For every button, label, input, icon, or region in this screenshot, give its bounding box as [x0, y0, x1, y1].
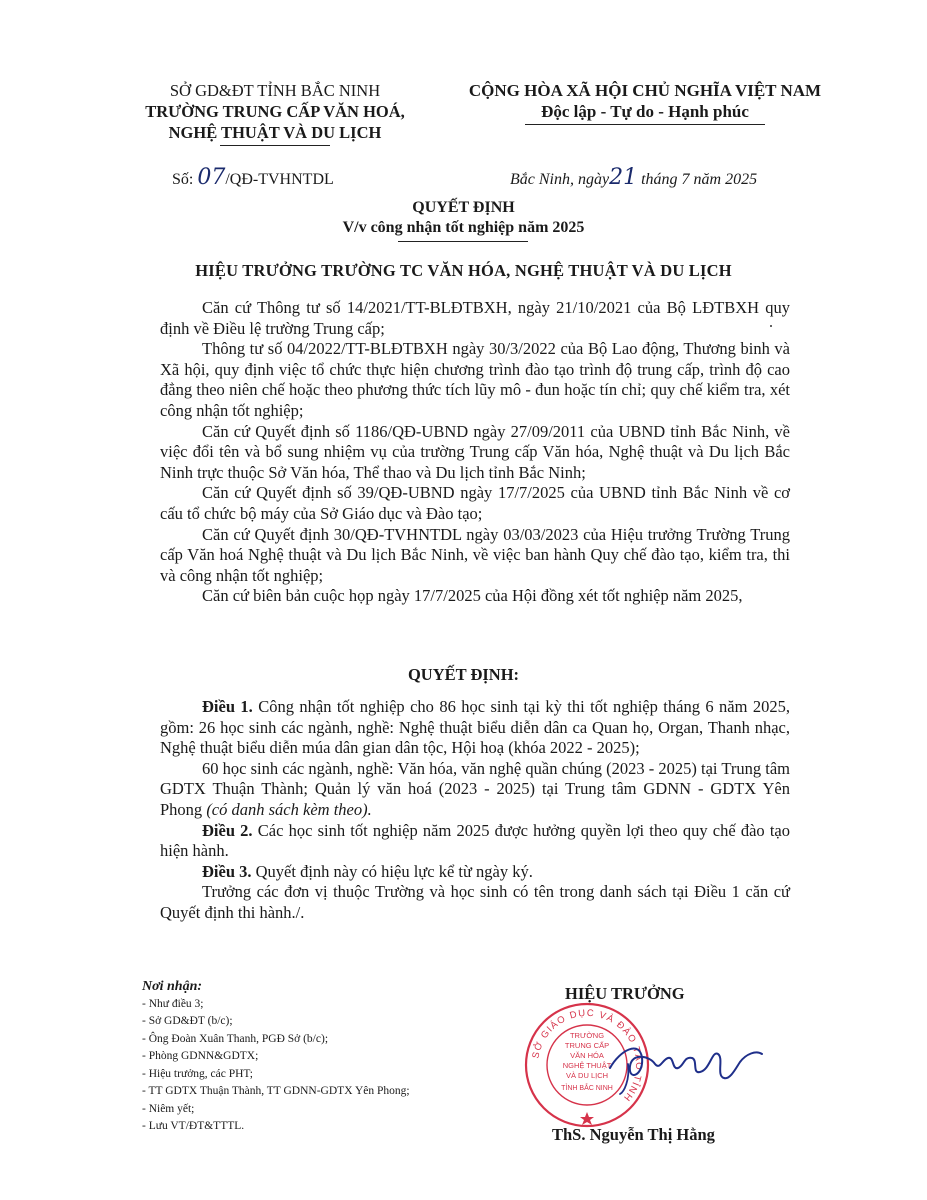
subtitle-underline: [398, 241, 528, 242]
scan-speck: [770, 325, 772, 327]
department-name: SỞ GD&ĐT TỈNH BẮC NINH: [169, 81, 381, 100]
date-prefix: Bắc Ninh, ngày: [510, 171, 610, 188]
recipient-item: - Ông Đoàn Xuân Thanh, PGĐ Sở (b/c);: [142, 1032, 329, 1045]
articles: [160, 697, 790, 924]
article-3: [160, 862, 790, 883]
legal-basis-item: Căn cứ Thông tư số 14/2021/TT-BLĐTBXH, ngày 21/10/2021 của Bộ LĐTBXH quy định về Điều lệ trường Trung cấp;: [160, 298, 790, 338]
national-title: CỘNG HÒA XÃ HỘI CHỦ NGHĨA VIỆT NAM: [468, 81, 822, 100]
signature-stroke: [610, 1049, 762, 1079]
signer-name: ThS. Nguyễn Thị Hằng: [552, 1125, 715, 1144]
legal-basis-item: Căn cứ biên bản cuộc họp ngày 17/7/2025 của Hội đồng xét tốt nghiệp năm 2025,: [202, 586, 743, 606]
article-3-text: Quyết định này có hiệu lực kể từ ngày ký.: [251, 861, 533, 881]
legal-basis-item: Căn cứ Quyết định 30/QĐ-TVHNTDL ngày 03/03/2023 của Hiệu trưởng Trường Trung cấp Văn hoá Nghệ thuật và Du lịch Bắc Ninh, về việc ban hành Quy chế đào tạo, kiểm tra, thi và công nhận tốt nghiệp;: [160, 524, 790, 585]
recipient-item: - Sở GD&ĐT (b/c);: [142, 1015, 233, 1027]
closing-paragraph: Trưởng các đơn vị thuộc Trường và học sinh có tên trong danh sách tại Điều 1 căn cứ Quyết định thi hành./.: [160, 882, 790, 922]
school-name-line2: NGHỆ THUẬT VÀ DU LỊCH: [168, 123, 382, 142]
national-motto: Độc lập - Tự do - Hạnh phúc: [541, 102, 749, 121]
stamp-ring-text: SỞ GIÁO DỤC VÀ ĐÀO TẠO TỈNH: [530, 1007, 645, 1104]
article-2: [160, 821, 790, 862]
recipients-block: [142, 978, 502, 1136]
decision-heading: QUYẾT ĐỊNH:: [407, 665, 520, 684]
national-motto-block: [445, 80, 845, 125]
school-name-line1: TRƯỜNG TRUNG CẤP VĂN HOÁ,: [145, 102, 405, 121]
recipient-item: - Phòng GDNN&GDTX;: [142, 1050, 259, 1062]
stamp-line-6: TỈNH BẮC NINH: [561, 1085, 613, 1092]
article-1-part-2: [160, 759, 790, 821]
stamp-line-2: TRUNG CẤP: [564, 1041, 610, 1050]
article-1-part-2-text: 60 học sinh các ngành, nghề: Văn hóa, văn nghệ quần chúng (2023 - 2025) tại Trung tâm GDTX Thuận Thành; Quản lý văn hoá (2023 - 2025) tại Trung tâm GDNN - GDTX Yên Phong: [160, 758, 790, 819]
article-1: [160, 697, 790, 759]
document-number: [172, 165, 334, 190]
handwritten-number: 07: [197, 165, 226, 190]
article-1-label: Điều 1.: [202, 697, 253, 716]
issuer-underline: [220, 145, 330, 146]
signature-tail: [620, 1064, 628, 1094]
recipient-item: - Niêm yết;: [142, 1102, 195, 1115]
legal-bases: [160, 298, 790, 607]
stamp-line-5: VÀ DU LỊCH: [565, 1071, 609, 1080]
recipient-item: - TT GDTX Thuận Thành, TT GDNN-GDTX Yên Phong;: [142, 1085, 410, 1097]
recipient-item: - Lưu VT/ĐT&TTTL.: [142, 1120, 245, 1132]
legal-basis-item: Thông tư số 04/2022/TT-BLĐTBXH ngày 30/3/2022 của Bộ Lao động, Thương binh và Xã hội, quy định việc tổ chức thực hiện chương trình đào tạo trình độ trung cấp, trình độ cao đẳng theo niên chế hoặc theo phương thức tích lũy mô - đun hoặc tín chỉ; quy chế kiểm tra, xét công nhận tốt nghiệp;: [160, 339, 790, 420]
date-suffix: tháng 7 năm 2025: [641, 171, 758, 188]
legal-basis-item: Căn cứ Quyết định số 39/QĐ-UBND ngày 17/7/2025 của UBND tỉnh Bắc Ninh về cơ cấu tổ chức bộ máy của Sở Giáo dục và Đào tạo;: [160, 483, 790, 523]
article-2-text: Các học sinh tốt nghiệp năm 2025 được hưởng quyền lợi theo quy chế đào tạo hiện hành.: [160, 820, 790, 861]
recipients-title: Nơi nhận:: [142, 979, 203, 994]
number-prefix: Số:: [172, 171, 194, 188]
stamp-line-3: VĂN HÓA: [570, 1051, 604, 1060]
number-suffix: /QĐ-TVHNTDL: [225, 171, 334, 188]
legal-basis-item: Căn cứ Quyết định số 1186/QĐ-UBND ngày 27/09/2011 của UBND tỉnh Bắc Ninh, về việc đổi tên và bổ sung nhiệm vụ của trường Trung cấp Văn hóa, Nghệ thuật và Du lịch Bắc Ninh trực thuộc Sở Văn hóa, Thể thao và Du lịch tỉnh Bắc Ninh;: [160, 421, 790, 482]
article-1-note: (có danh sách kèm theo).: [206, 799, 372, 819]
motto-underline: [525, 124, 765, 125]
issuing-authority: HIỆU TRƯỞNG TRƯỜNG TC VĂN HÓA, NGHỆ THUẬT VÀ DU LỊCH: [195, 261, 732, 280]
article-3-label: Điều 3.: [202, 861, 252, 881]
signer-title: HIỆU TRƯỞNG: [565, 984, 685, 1003]
stamp-line-1: TRƯỜNG: [569, 1031, 605, 1040]
handwritten-signature: [600, 1020, 770, 1100]
stamp-star-icon: [580, 1112, 594, 1125]
recipient-item: - Hiệu trưởng, các PHT;: [142, 1067, 253, 1080]
document-title: QUYẾT ĐỊNH: [412, 199, 515, 216]
document-date: [510, 165, 757, 190]
recipient-item: - Như điều 3;: [142, 997, 204, 1010]
article-2-label: Điều 2.: [202, 820, 253, 840]
issuer-block: [105, 80, 445, 146]
article-1-text: Công nhận tốt nghiệp cho 86 học sinh tại kỳ thi tốt nghiệp tháng 6 năm 2025, gồm: 26 học sinh các ngành, nghề: Nghệ thuật biểu diễn dân ca Quan họ, Organ, Thanh nhạc, Nghệ thuật biểu diễn múa dân gian dân tộc, Hội hoạ (khóa 2022 - 2025);: [160, 697, 791, 758]
handwritten-day: 21: [609, 165, 638, 190]
document-subtitle: V/v công nhận tốt nghiệp năm 2025: [342, 219, 585, 236]
stamp-line-4: NGHỆ THUẬT: [562, 1061, 612, 1070]
